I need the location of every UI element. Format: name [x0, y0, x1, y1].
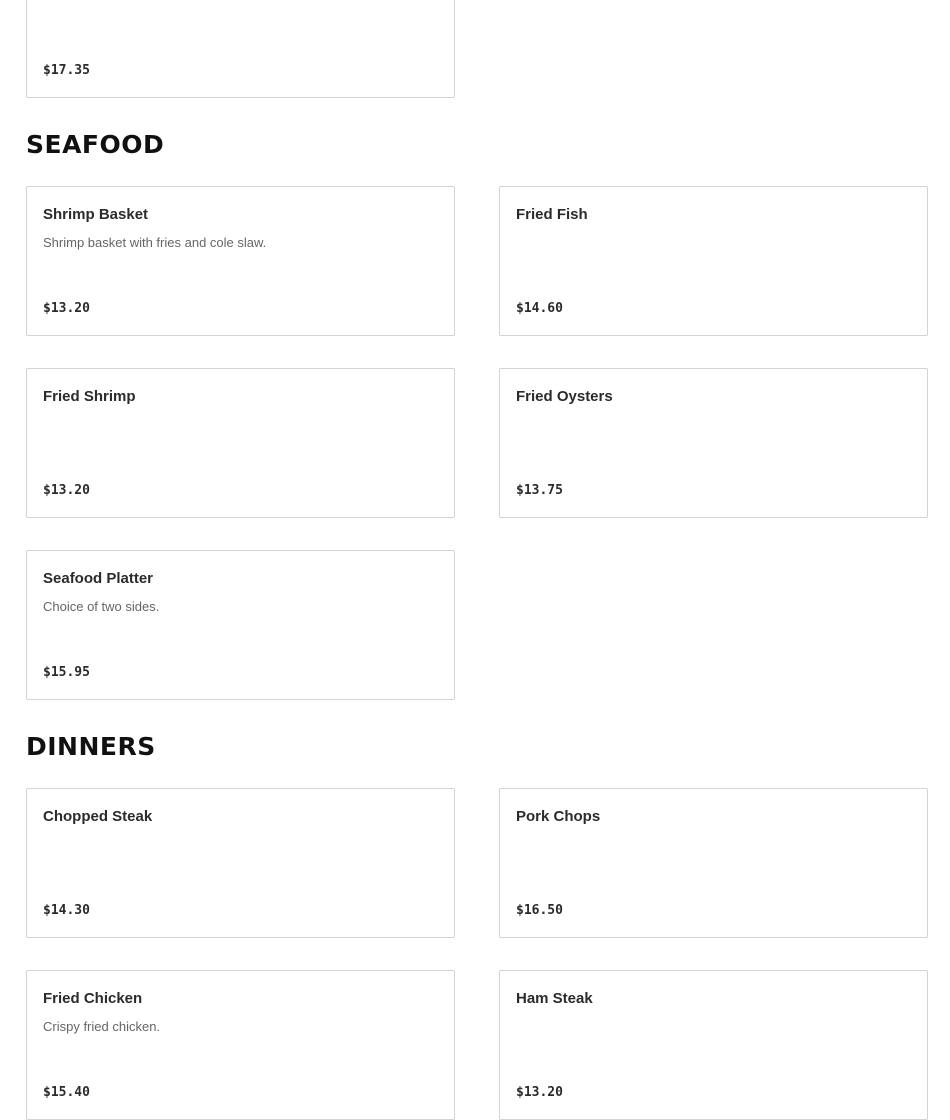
menu-item-card[interactable] [26, 368, 455, 518]
menu-item-name: Chopped Steak [43, 808, 153, 825]
menu-item-name: Pork Chops [516, 808, 601, 825]
menu-item-name: Seafood Platter [43, 570, 154, 587]
menu-item-price: $16.50 [516, 903, 563, 918]
menu-item-price: $13.20 [516, 1085, 563, 1100]
menu-item-description: Choice of two sides. [43, 599, 160, 614]
section-title-seafood: SEAFOOD [26, 130, 165, 159]
menu-item-card[interactable] [26, 788, 455, 938]
menu-item-name: Fried Chicken [43, 990, 143, 1007]
menu-item-price: $13.20 [43, 301, 90, 316]
section-title-dinners: DINNERS [26, 732, 156, 761]
menu-item-price: $17.35 [43, 63, 90, 78]
menu-item-card[interactable] [26, 0, 455, 98]
menu-item-price: $15.95 [43, 665, 90, 680]
menu-item-card[interactable] [499, 788, 928, 938]
menu-item-name: Ham Steak [516, 990, 593, 1007]
menu-item-price: $13.75 [516, 483, 563, 498]
menu-item-description: Crispy fried chicken. [43, 1019, 161, 1034]
menu-item-card[interactable] [26, 186, 455, 336]
menu-item-price: $14.60 [516, 301, 563, 316]
menu-item-name: Fried Fish [516, 206, 588, 223]
menu-item-description: Shrimp basket with fries and cole slaw. [43, 235, 267, 250]
menu-item-price: $14.30 [43, 903, 90, 918]
menu-item-card[interactable] [499, 368, 928, 518]
menu-item-name: Shrimp Basket [43, 206, 149, 223]
menu-item-card[interactable] [26, 550, 455, 700]
menu-item-name: Fried Shrimp [43, 388, 136, 405]
menu-item-card[interactable] [499, 970, 928, 1120]
menu-item-name: Fried Oysters [516, 388, 613, 405]
menu-item-price: $15.40 [43, 1085, 90, 1100]
menu-item-card[interactable] [499, 186, 928, 336]
menu-item-price: $13.20 [43, 483, 90, 498]
menu-item-card[interactable] [26, 970, 455, 1120]
